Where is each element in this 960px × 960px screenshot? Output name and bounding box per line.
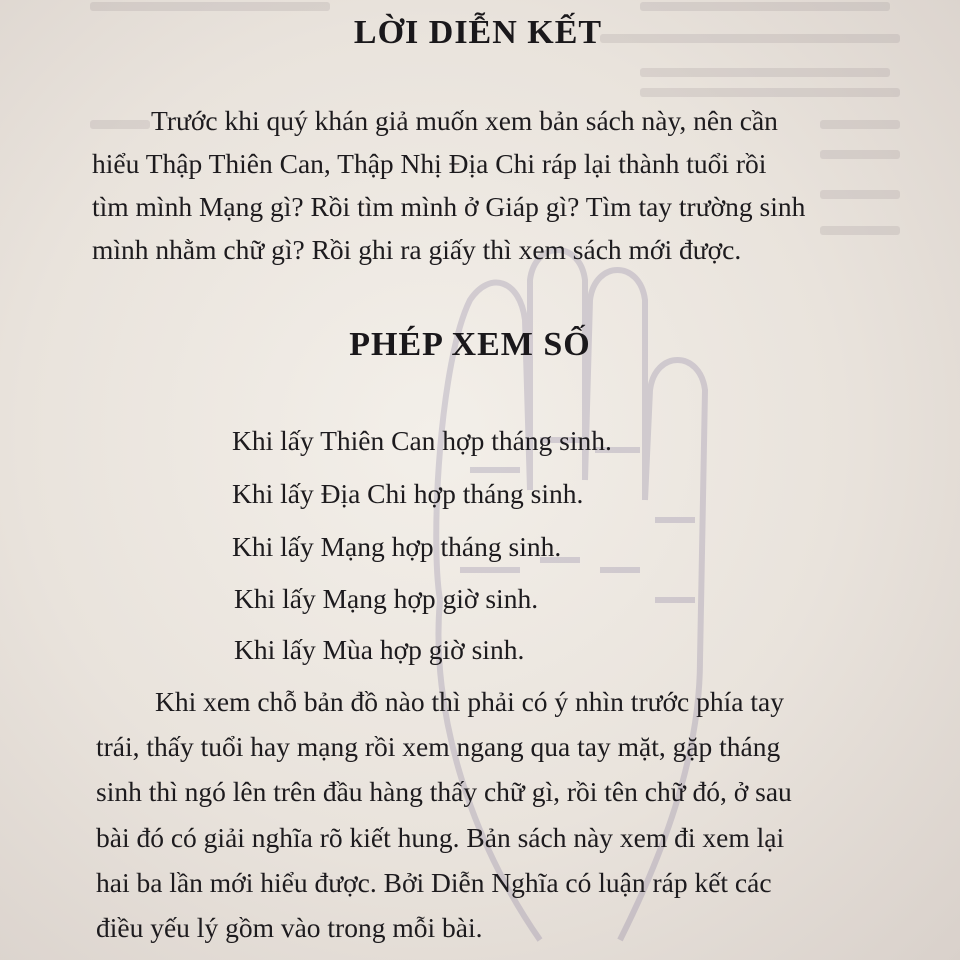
closing-line-3: sinh thì ngó lên trên đầu hàng thấy chữ gì, rồi tên chữ đó, ở sau	[96, 776, 792, 807]
heading-loi-dien-ket: LỜI DIỄN KẾT	[353, 14, 603, 51]
intro-line-3: tìm mình Mạng gì? Rồi tìm mình ở Giáp gì? Tìm tay trường sinh	[92, 191, 806, 222]
closing-line-4: bài đó có giải nghĩa rõ kiết hung. Bản sách này xem đi xem lại	[96, 822, 785, 853]
closing-line-2: trái, thấy tuổi hay mạng rồi xem ngang qua tay mặt, gặp tháng	[96, 731, 781, 762]
intro-line-4: mình nhằm chữ gì? Rồi ghi ra giấy thì xem sách mới được.	[92, 234, 742, 265]
closing-line-1: Khi xem chỗ bản đồ nào thì phải có ý nhìn trước phía tay	[155, 686, 784, 717]
rule-line-5: Khi lấy Mùa hợp giờ sinh.	[234, 634, 525, 665]
rule-line-4: Khi lấy Mạng hợp giờ sinh.	[234, 583, 539, 614]
rule-line-3: Khi lấy Mạng hợp tháng sinh.	[232, 531, 562, 562]
closing-line-5: hai ba lần mới hiểu được. Bởi Diễn Nghĩa có luận ráp kết các	[96, 867, 772, 898]
intro-line-1: Trước khi quý khán giả muốn xem bản sách này, nên cần	[151, 105, 778, 136]
intro-line-2: hiểu Thập Thiên Can, Thập Nhị Địa Chi ráp lại thành tuổi rồi	[92, 148, 767, 179]
rule-line-2: Khi lấy Địa Chi hợp tháng sinh.	[232, 478, 584, 509]
heading-phep-xem-so: PHÉP XEM SỐ	[349, 326, 591, 363]
closing-line-6: điều yếu lý gồm vào trong mỗi bài.	[96, 912, 483, 943]
rule-line-1: Khi lấy Thiên Can hợp tháng sinh.	[232, 425, 612, 456]
